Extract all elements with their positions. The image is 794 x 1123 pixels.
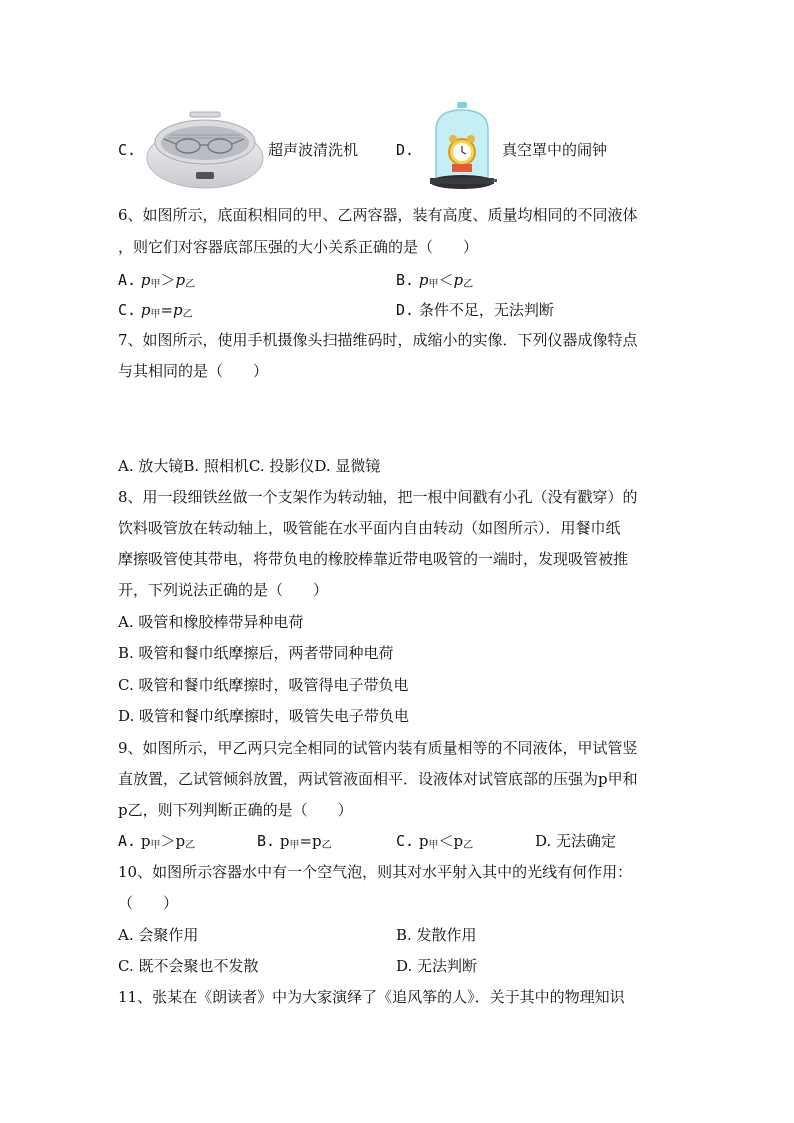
q10-stem-line2: （ ） [118,894,179,912]
q5-option-d-text: 真空罩中的闹钟 [502,141,608,159]
q6-option-a: A. $p_甲>p_乙$ [118,271,196,290]
q9-stem-line1: 9、如图所示，甲乙两只完全相同的试管内装有质量相等的不同液体，甲试管竖 [118,739,638,757]
q5-option-d-letter: D. [396,141,415,159]
q8-option-b: B. 吸管和餐巾纸摩擦后，两者带同种电荷 [118,644,394,662]
q8-option-c: C. 吸管和餐巾纸摩擦时，吸管得电子带负电 [118,676,409,694]
q10-stem-line1: 10、如图所示容器水中有一个空气泡，则其对水平射入其中的光线有何作用： [118,863,633,881]
q9-stem-line3: p乙，则下列判断正确的是（ ） [118,801,353,819]
q9-option-a: A. $p_甲>p_乙$ [118,832,196,851]
q10-option-c: C. 既不会聚也不发散 [118,957,259,975]
bell-jar-alarm-clock-icon [426,100,498,192]
q6-option-c: C. $p_甲=p_乙$ [118,301,193,320]
q8-stem-line2: 饮料吸管放在转动轴上，吸管能在水平面内自由转动（如图所示）．用餐巾纸 [118,519,621,537]
q6-option-b: B. $p_甲<p_乙$ [396,271,474,290]
q6-stem-line1: 6、如图所示，底面积相同的甲、乙两容器，装有高度、质量均相同的不同液体 [118,206,638,224]
q10-option-d: D. 无法判断 [396,957,478,975]
q8-stem-line4: 开，下列说法正确的是（ ） [118,581,329,599]
q10-option-a: A. 会聚作用 [118,926,199,944]
q8-option-d: D. 吸管和餐巾纸摩擦时，吸管失电子带负电 [118,707,410,725]
q9-option-d: D. 无法确定 [535,832,617,850]
q9-stem-line2: 直放置，乙试管倾斜放置，两试管液面相平．设液体对试管底部的压强为p甲和 [118,770,638,788]
q11-stem-line1: 11、张某在《朗读者》中为大家演绎了《追风筝的人》．关于其中的物理知识 [118,988,625,1006]
q7-stem-line2: 与其相同的是（ ） [118,362,269,380]
q9-option-c: C. $p_甲<p_乙$ [396,832,474,851]
q5-option-c-letter: C. [118,141,137,159]
q9-option-b: B. $p_甲=p_乙$ [257,832,332,851]
q10-option-b: B. 发散作用 [396,926,477,944]
ultrasonic-cleaner-icon [144,108,266,190]
q8-option-a: A. 吸管和橡胶棒带异种电荷 [118,613,304,631]
q8-stem-line1: 8、用一段细铁丝做一个支架作为转动轴，把一根中间戳有小孔（没有戳穿）的 [118,488,638,506]
q6-option-d: D. 条件不足，无法判断 [396,301,554,319]
q6-stem-line2: ，则它们对容器底部压强的大小关系正确的是（ ） [118,238,479,256]
q8-stem-line3: 摩擦吸管使其带电，将带负电的橡胶棒靠近带电吸管的一端时，发现吸管被推 [118,550,629,568]
q7-options: A. 放大镜B. 照相机C. 投影仪D. 显微镜 [118,457,381,475]
q7-stem-line1: 7、如图所示，使用手机摄像头扫描维码时，成缩小的实像．下列仪器成像特点 [118,331,638,349]
q5-option-c-text: 超声波清洗机 [268,141,359,159]
